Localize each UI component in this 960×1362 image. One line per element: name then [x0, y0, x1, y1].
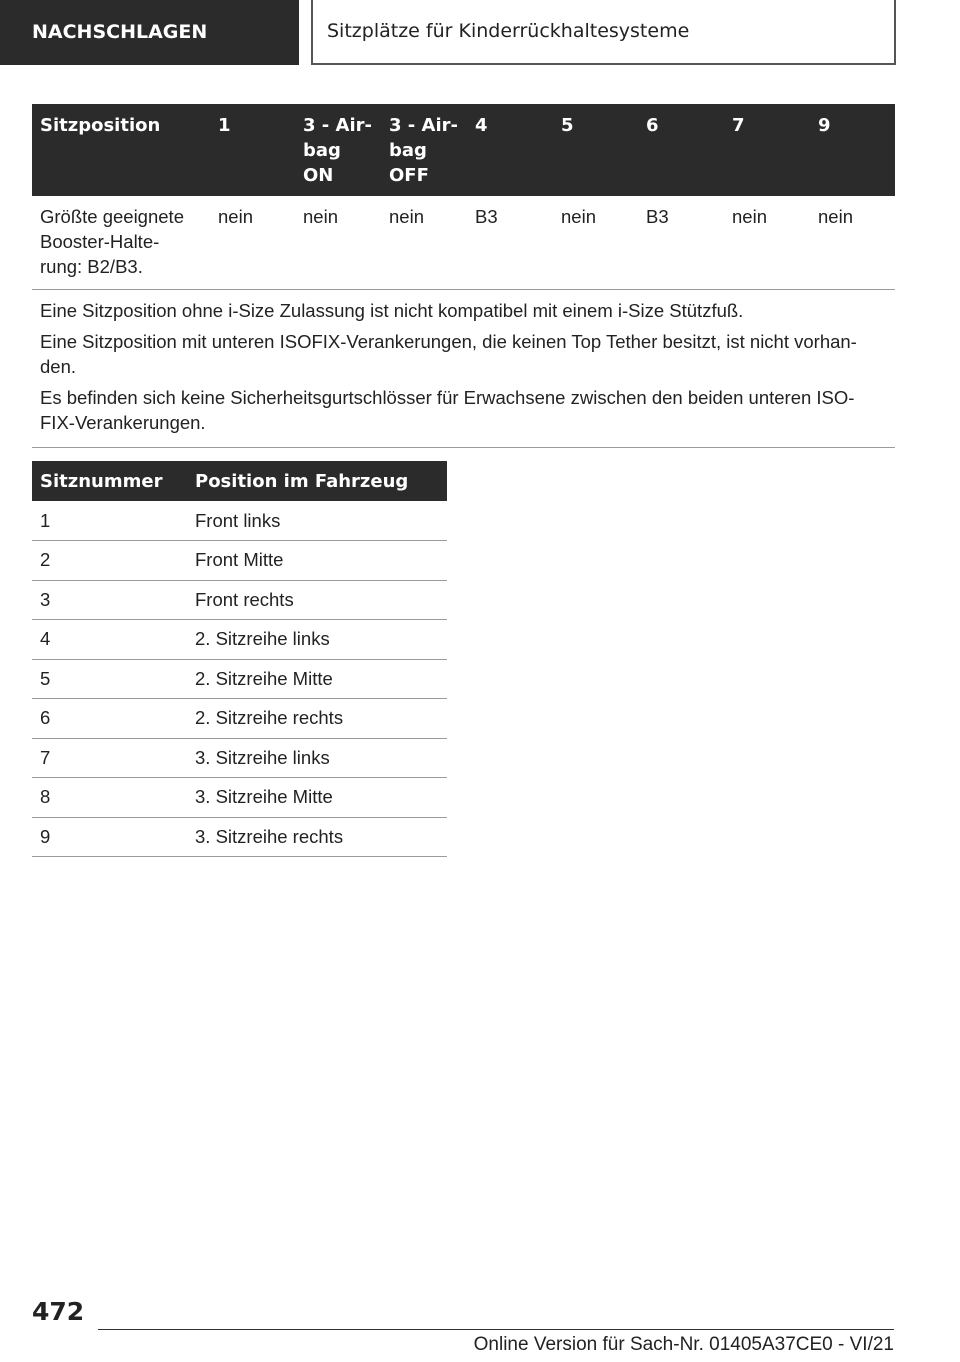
header-cell: Position im Fahrzeug	[187, 461, 447, 501]
header-cell: 3 - Air- bag ON	[295, 104, 381, 196]
table-cell: nein	[295, 196, 381, 290]
footer-divider	[98, 1329, 894, 1330]
header-cell: 5	[553, 104, 638, 196]
header-cell: 3 - Air- bag OFF	[381, 104, 467, 196]
seat-position-cell: 2. Sitzreihe rechts	[187, 699, 447, 739]
section-tab: NACHSCHLAGEN	[0, 0, 299, 65]
header-cell: 4	[467, 104, 553, 196]
table-row	[32, 659, 447, 699]
table-cell: nein	[210, 196, 295, 290]
table-row	[32, 620, 447, 660]
header-cell: Sitzposition	[32, 104, 210, 196]
page-title: Sitzplätze für Kinderrückhaltesysteme	[311, 0, 896, 65]
table-cell: nein	[724, 196, 810, 290]
table-row	[32, 778, 447, 818]
seat-position-cell: Front Mitte	[187, 541, 447, 581]
seat-number-cell: 3	[32, 580, 187, 620]
table-row	[32, 699, 447, 739]
table-cell: nein	[381, 196, 467, 290]
table-header-row	[32, 461, 447, 501]
table-cell: B3	[467, 196, 553, 290]
seat-position-cell: 3. Sitzreihe rechts	[187, 817, 447, 857]
table-row	[32, 541, 447, 581]
table-notes-row	[32, 290, 895, 448]
header-cell: 6	[638, 104, 724, 196]
header-cell: Sitznummer	[32, 461, 187, 501]
table-row	[32, 580, 447, 620]
table-row	[32, 196, 895, 290]
seat-position-cell: Front links	[187, 501, 447, 541]
seat-number-cell: 2	[32, 541, 187, 581]
table-row	[32, 817, 447, 857]
note-text: Es befinden sich keine Sicherheitsgurtschlösser für Erwachsene zwischen den beiden unteren ISO- FIX-Verankerungen.	[40, 387, 855, 433]
table-row	[32, 501, 447, 541]
note-text: Eine Sitzposition ohne i-Size Zulassung ist nicht kompatibel mit einem i-Size Stützfuß.	[40, 300, 744, 321]
seat-number-cell: 9	[32, 817, 187, 857]
page-number: 472	[32, 1297, 85, 1326]
table-cell: B3	[638, 196, 724, 290]
seat-position-table	[32, 104, 895, 448]
note-text: Eine Sitzposition mit unteren ISOFIX-Verankerungen, die keinen Top Tether besitzt, ist nicht vorhan- den.	[40, 331, 857, 377]
notes-cell	[32, 290, 895, 448]
seat-position-cell: 2. Sitzreihe links	[187, 620, 447, 660]
seat-position-cell: 3. Sitzreihe links	[187, 738, 447, 778]
table-header-row	[32, 104, 895, 196]
footer-text: Online Version für Sach-Nr. 01405A37CE0 - VI/21	[473, 1334, 894, 1355]
seat-position-cell: Front rechts	[187, 580, 447, 620]
table-cell: Größte geeignete Booster-Halte- rung: B2/B3.	[32, 196, 210, 290]
table-cell: nein	[810, 196, 895, 290]
header-cell: 9	[810, 104, 895, 196]
header-cell: 7	[724, 104, 810, 196]
seat-number-cell: 6	[32, 699, 187, 739]
table-cell: nein	[553, 196, 638, 290]
seat-number-cell: 7	[32, 738, 187, 778]
seat-position-cell: 2. Sitzreihe Mitte	[187, 659, 447, 699]
seat-position-cell: 3. Sitzreihe Mitte	[187, 778, 447, 818]
seat-number-cell: 5	[32, 659, 187, 699]
header-cell: 1	[210, 104, 295, 196]
seat-number-cell: 4	[32, 620, 187, 660]
seat-number-cell: 8	[32, 778, 187, 818]
seat-number-cell: 1	[32, 501, 187, 541]
seat-number-table	[32, 461, 447, 857]
table-row	[32, 738, 447, 778]
